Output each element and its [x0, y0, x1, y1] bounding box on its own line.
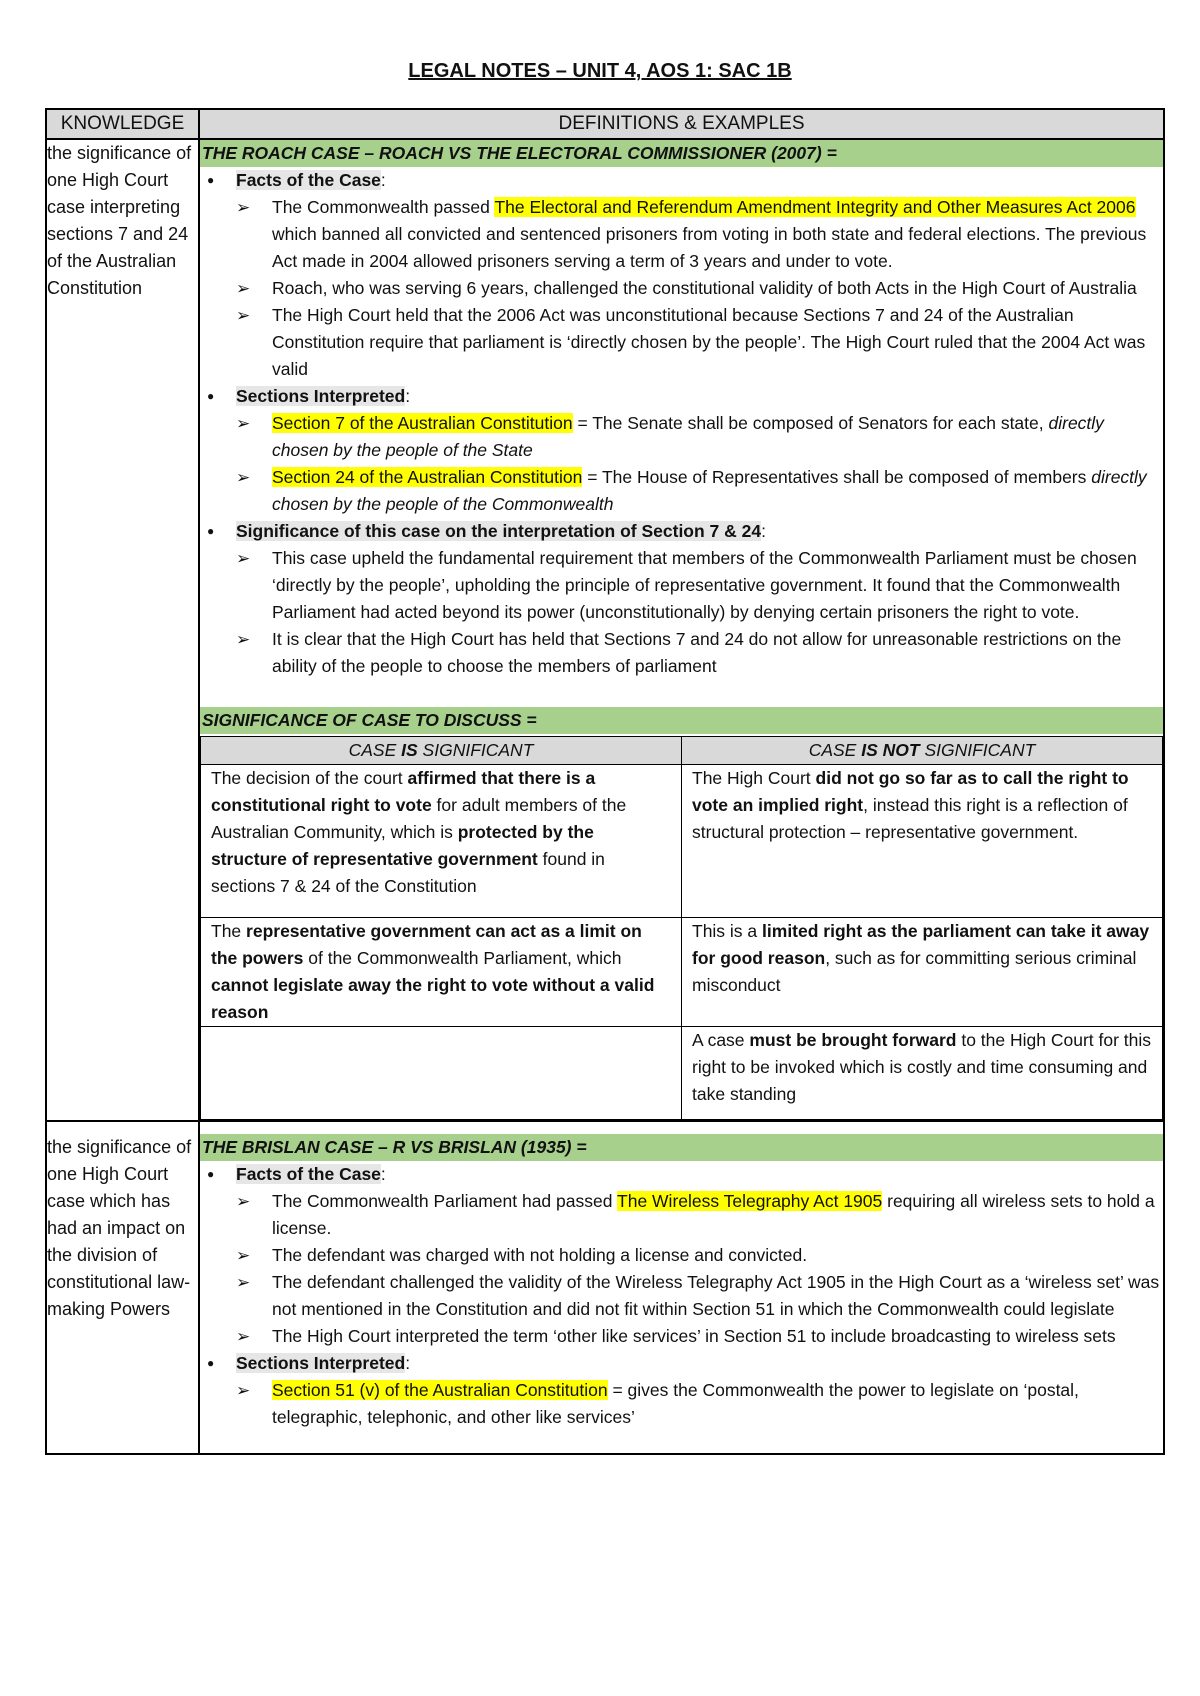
page-title: LEGAL NOTES – UNIT 4, AOS 1: SAC 1B [408, 60, 792, 82]
list-item: ● Facts of the Case: ➢ The Commonwealth passed The Electoral and Referendum Amendment Integrity and Other Measures Act 2006 which banned all convicted and sentenced prisoners from voting in both state and federal elections. The previous Act made in 2004 allowed prisoners serving a term of 3 years and under to vote. ➢ Roach, who was serving 6 years, challenged the constitutional validity of both Acts in the High Court of Australia ➢ The High Court held that the 2006 Act was unconstitutional because Sections 7 and 24 of the Australian Constitution require that parliament is ‘directly chosen by the people’. The High Court ruled that the 2004 Act was valid [200, 167, 1163, 383]
table-row [201, 765, 1163, 918]
list-item: ➢ The defendant challenged the validity of the Wireless Telegraphy Act 1905 in the High Court as a ‘wireless set’ was not mentioned in the Constitution and did not fit within Section 51 in which the Commonwealth could legislate [236, 1269, 1163, 1323]
brislan-row [46, 1121, 1164, 1454]
highlighted-act: The Wireless Telegraphy Act 1905 [617, 1191, 883, 1211]
discuss-heading: SIGNIFICANCE OF CASE TO DISCUSS = [200, 707, 1163, 734]
roach-row [46, 139, 1164, 1121]
highlighted-section: Section 24 of the Australian Constitution [272, 467, 583, 487]
list-item: ➢ Roach, who was serving 6 years, challenged the constitutional validity of both Acts in the High Court of Australia [236, 275, 1163, 302]
roach-knowledge: the significance of one High Court case interpreting sections 7 and 24 of the Australian Constitution [46, 139, 199, 1121]
list-item: ➢ The Commonwealth Parliament had passed The Wireless Telegraphy Act 1905 requiring all wireless sets to hold a license. [236, 1188, 1163, 1242]
highlighted-act: The Electoral and Referendum Amendment Integrity and Other Measures Act 2006 [494, 197, 1136, 217]
table-cell: This is a limited right as the parliament can take it away for good reason, such as for committing serious criminal misconduct [682, 918, 1163, 1027]
list-item: ➢ The Commonwealth passed The Electoral and Referendum Amendment Integrity and Other Measures Act 2006 which banned all convicted and sentenced prisoners from voting in both state and federal elections. The previous Act made in 2004 allowed prisoners serving a term of 3 years and under to vote. [236, 194, 1163, 275]
list-item: ● Sections Interpreted: ➢ Section 51 (v) of the Australian Constitution = gives the Commonwealth the power to legislate on ‘postal, telegraphic, telephonic, and other like services’ [200, 1350, 1163, 1431]
brislan-bullets [200, 1161, 1163, 1431]
highlighted-section: Section 7 of the Australian Constitution [272, 413, 573, 433]
sections-label: Sections Interpreted [236, 1353, 406, 1373]
list-item: ➢ Section 51 (v) of the Australian Constitution = gives the Commonwealth the power to legislate on ‘postal, telegraphic, telephonic, and other like services’ [236, 1377, 1163, 1431]
roach-case-heading: THE ROACH CASE – ROACH VS THE ELECTORAL COMMISSIONER (2007) = [200, 140, 1163, 167]
brislan-case-heading: THE BRISLAN CASE – R VS BRISLAN (1935) = [200, 1134, 1163, 1161]
significance-table [200, 736, 1163, 1120]
table-header-row [46, 109, 1164, 139]
col-significant-header: CASE IS SIGNIFICANT [201, 737, 682, 765]
table-cell: The High Court did not go so far as to call the right to vote an implied right, instead this right is a reflection of structural protection – representative government. [682, 765, 1163, 918]
significance-label: Significance of this case on the interpretation of Section 7 & 24 [236, 521, 762, 541]
table-cell: The decision of the court affirmed that there is a constitutional right to vote for adult members of the Australian Community, which is protected by the structure of representative government found in sections 7 & 24 of the Constitution [201, 765, 682, 918]
highlighted-section: Section 51 (v) of the Australian Constitution [272, 1380, 608, 1400]
definitions-header: DEFINITIONS & EXAMPLES [199, 109, 1164, 139]
list-item: ➢ Section 7 of the Australian Constitution = The Senate shall be composed of Senators for each state, directly chosen by the people of the State [236, 410, 1163, 464]
list-item: ➢ Section 24 of the Australian Constitution = The House of Representatives shall be composed of members directly chosen by the people of the Commonwealth [236, 464, 1163, 518]
list-item: ➢ This case upheld the fundamental requirement that members of the Commonwealth Parliament must be chosen ‘directly by the people’, upholding the principle of representative government. It found that the Commonwealth Parliament had acted beyond its power (unconstitutionally) by denying certain prisoners the right to vote. [236, 545, 1163, 626]
table-cell: A case must be brought forward to the High Court for this right to be invoked which is costly and time consuming and take standing [682, 1027, 1163, 1120]
list-item: ➢ It is clear that the High Court has held that Sections 7 and 24 do not allow for unreasonable restrictions on the ability of the people to choose the members of parliament [236, 626, 1163, 680]
table-row [201, 918, 1163, 1027]
brislan-definitions [199, 1121, 1164, 1454]
table-cell-empty [201, 1027, 682, 1120]
list-item: ● Facts of the Case: ➢ The Commonwealth Parliament had passed The Wireless Telegraphy Act 1905 requiring all wireless sets to hold a license. ➢ The defendant was charged with not holding a license and convicted. ➢ The defendant challenged the validity of the Wireless Telegraphy Act 1905 in the High Court as a ‘wireless set’ was not mentioned in the Constitution and did not fit within Section 51 in which the Commonwealth could legislate ➢ The High Court interpreted the term ‘other like services’ in Section 51 to include broadcasting to wireless sets [200, 1161, 1163, 1350]
table-cell: The representative government can act as a limit on the powers of the Commonwealth Parliament, which cannot legislate away the right to vote without a valid reason [201, 918, 682, 1027]
notes-table [45, 108, 1165, 1455]
list-item: ➢ The High Court held that the 2006 Act was unconstitutional because Sections 7 and 24 of the Australian Constitution require that parliament is ‘directly chosen by the people’. The High Court ruled that the 2004 Act was valid [236, 302, 1163, 383]
list-item: ● Sections Interpreted: ➢ Section 7 of the Australian Constitution = The Senate shall be composed of Senators for each state, directly chosen by the people of the State ➢ Section 24 of the Australian Constitution = The House of Representatives shall be composed of members directly chosen by the people of the Commonwealth [200, 383, 1163, 518]
table-row [201, 1027, 1163, 1120]
facts-label: Facts of the Case [236, 170, 381, 190]
sections-label: Sections Interpreted [236, 386, 406, 406]
list-item: ➢ The defendant was charged with not holding a license and convicted. [236, 1242, 1163, 1269]
col-not-significant-header: CASE IS NOT SIGNIFICANT [682, 737, 1163, 765]
brislan-knowledge: the significance of one High Court case which has had an impact on the division of constitutional law-making Powers [46, 1121, 199, 1454]
list-item: ➢ The High Court interpreted the term ‘other like services’ in Section 51 to include broadcasting to wireless sets [236, 1323, 1163, 1350]
roach-definitions [199, 139, 1164, 1121]
roach-bullets [200, 167, 1163, 680]
facts-label: Facts of the Case [236, 1164, 381, 1184]
knowledge-header: KNOWLEDGE [46, 109, 199, 139]
list-item: ● Significance of this case on the interpretation of Section 7 & 24: ➢ This case upheld the fundamental requirement that members of the Commonwealth Parliament must be chosen ‘directly by the people’, upholding the principle of representative government. It found that the Commonwealth Parliament had acted beyond its power (unconstitutionally) by denying certain prisoners the right to vote. ➢ It is clear that the High Court has held that Sections 7 and 24 do not allow for unreasonable restrictions on the ability of the people to choose the members of parliament [200, 518, 1163, 680]
